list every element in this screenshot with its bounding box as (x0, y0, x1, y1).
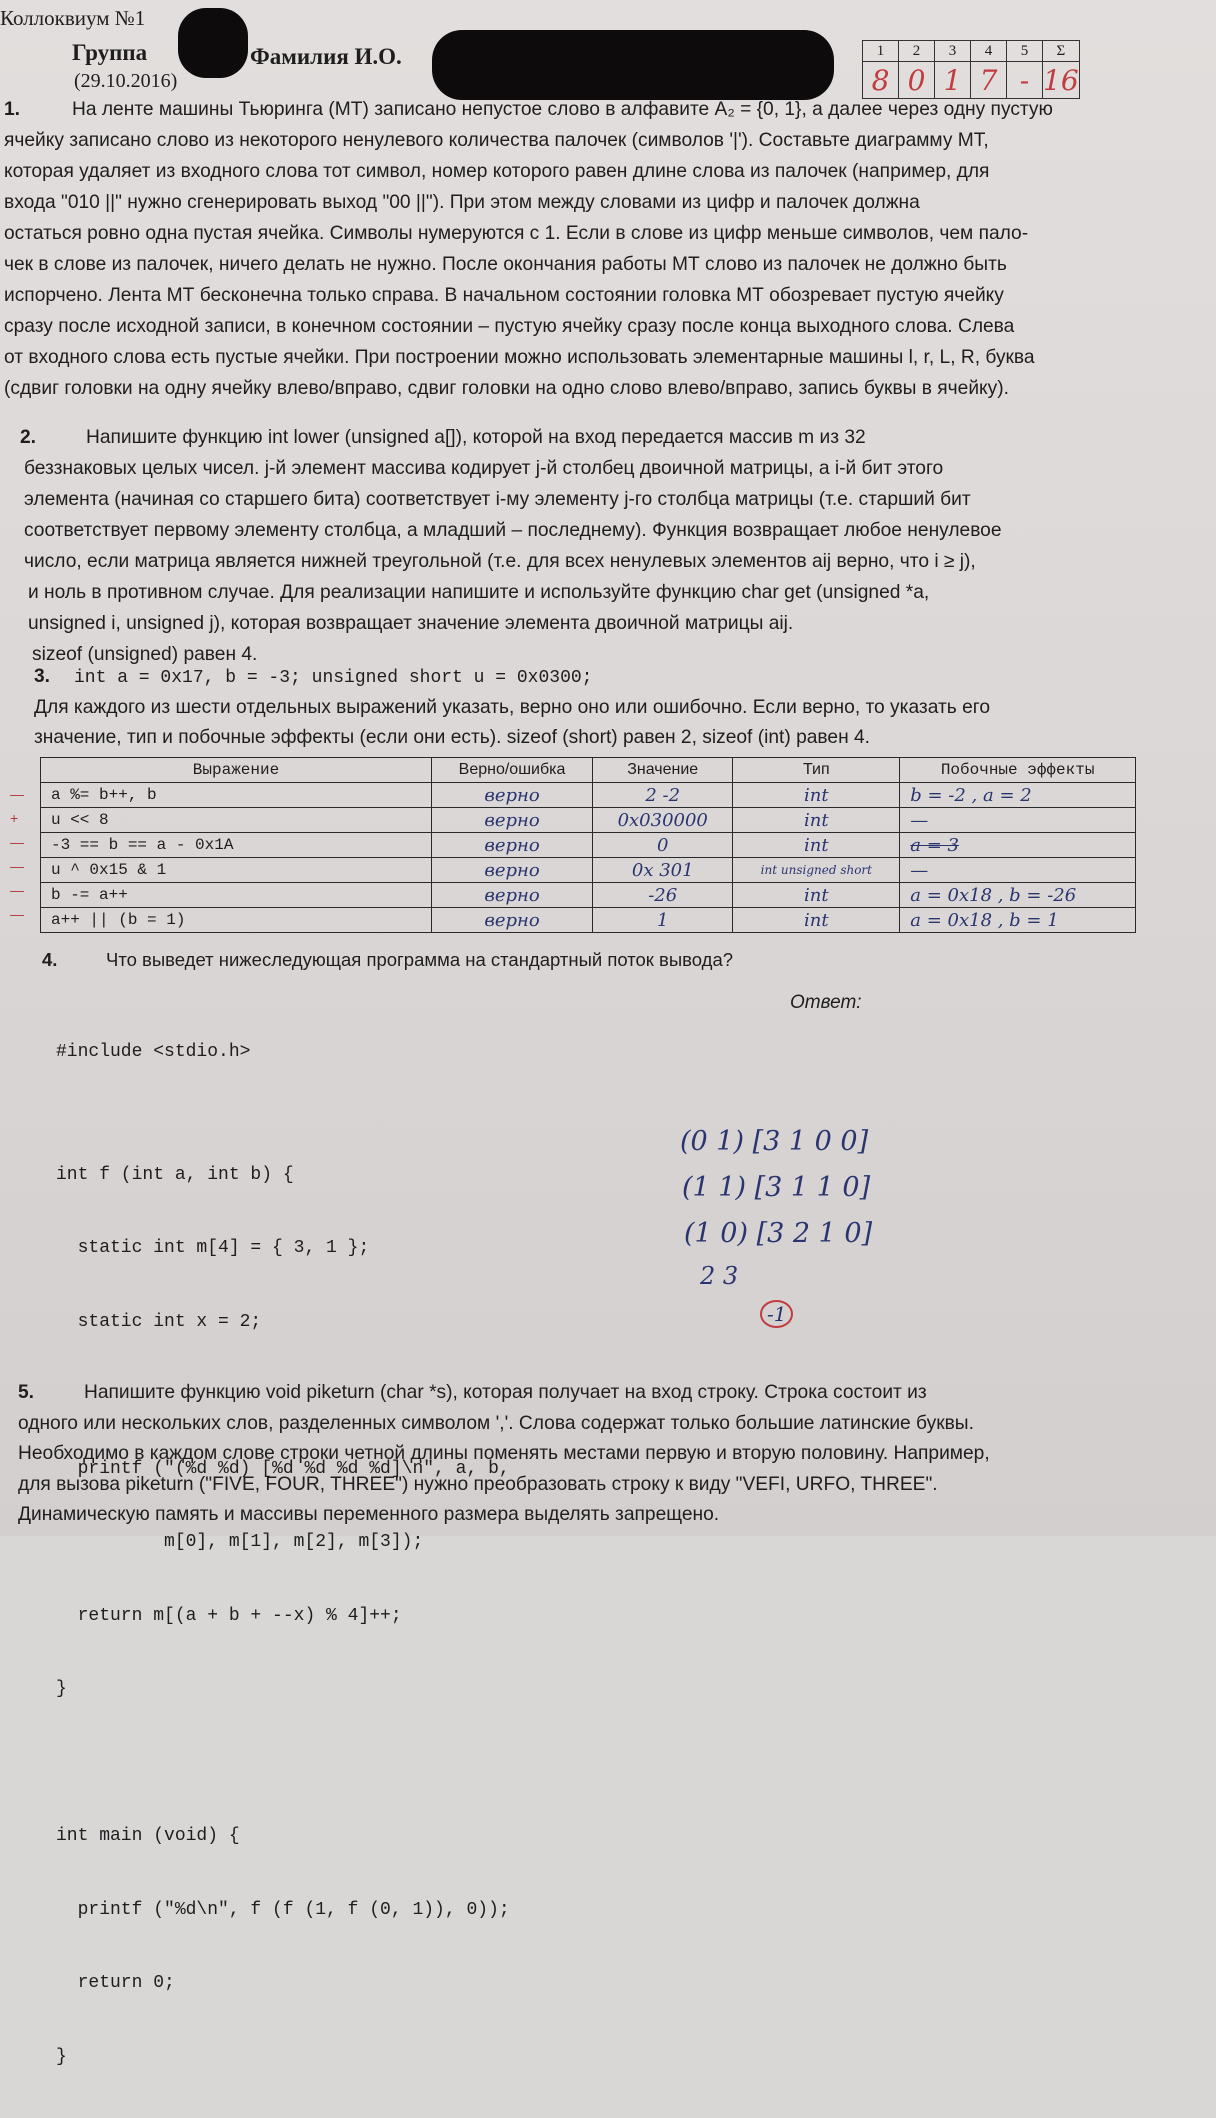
type-cell: int unsigned short (733, 858, 900, 883)
table-row (41, 858, 1136, 883)
margin-mark: — (10, 786, 24, 802)
code-line: int f (int a, int b) { (56, 1164, 294, 1185)
expression-cell: u << 8 (41, 808, 432, 833)
handwritten-output-line: (1 1) [3 1 1 0] (682, 1172, 871, 1203)
code-line: m[0], m[1], m[2], m[3]); (56, 1532, 424, 1552)
side-effects-cell: — (900, 858, 1136, 883)
fio-label: Фамилия И.О. (250, 44, 402, 69)
task-line: Напишите функцию void piketurn (char *s), которая получает на вход строку. Строка состоит из (84, 1382, 927, 1403)
code-line: static int x = 2; (56, 1311, 262, 1332)
task-line: чек в слове из палочек, ничего делать не нужно. После окончания работы МТ слово из палочек не должно быть (4, 254, 1007, 275)
type-cell: int (733, 883, 900, 908)
score-header: 3 (935, 41, 971, 62)
task-line: которая удаляет из входного слова тот символ, номер которого равен длине слова из палочек (например, для (4, 161, 990, 182)
redaction-blot-group (178, 8, 248, 78)
table-row (41, 833, 1136, 858)
colloquium-title: Коллоквиум №1 (0, 6, 146, 30)
type-cell: int (733, 833, 900, 858)
code-line: return 0; (56, 1973, 175, 1993)
score-value: 0 (899, 62, 935, 99)
value-cell: 1 (593, 908, 733, 933)
task-line: unsigned i, unsigned j), которая возвращает значение элемента двоичной матрицы aij. (28, 613, 794, 634)
task-line: Динамическую память и массивы переменного размера выделять запрещено. (18, 1504, 720, 1525)
task-line: ячейку записано слово из некоторого ненулевого количества палочек (символов '|'). Составьте диаграмму МТ, (4, 130, 989, 151)
col-header-expression: Выражение (41, 758, 432, 783)
value-cell: 2 -2 (593, 783, 733, 808)
type-cell: int (733, 783, 900, 808)
value-cell: 0x 301 (593, 858, 733, 883)
correct-cell: верно (432, 833, 593, 858)
score-value: 1 (935, 62, 971, 99)
col-header-type: Тип (733, 758, 900, 783)
task-line: остаться ровно одна пустая ячейка. Символы нумеруются с 1. Если в слове из цифр меньше символов, чем пало- (4, 223, 1029, 244)
task-line: беззнаковых целых чисел. j-й элемент массива кодирует j-й столбец двоичной матрицы, а i-й бит этого (24, 458, 944, 479)
score-header: 2 (899, 41, 935, 62)
score-value: - (1007, 62, 1043, 99)
value-cell: -26 (593, 883, 733, 908)
code-listing (56, 991, 510, 2118)
expression-cell: u ^ 0x15 & 1 (41, 858, 432, 883)
task-4-question (42, 944, 733, 975)
margin-mark: — (10, 858, 24, 874)
side-effects-cell: a = 0x18 , b = -26 (900, 883, 1136, 908)
side-effects-cell: a = 0x18 , b = 1 (900, 908, 1136, 933)
expressions-table (40, 757, 1136, 933)
score-table (862, 40, 1080, 99)
code-line: } (56, 1679, 67, 1699)
margin-mark: + (10, 810, 19, 826)
handwritten-penalty: -1 (760, 1300, 793, 1328)
task-5 (18, 1378, 990, 1531)
score-header: 5 (1007, 41, 1043, 62)
table-row (41, 808, 1136, 833)
handwritten-output-line: (0 1) [3 1 0 0] (680, 1126, 869, 1157)
task-line: Для каждого из шести отдельных выражений указать, верно оно или ошибочно. Если верно, то указать его (34, 697, 990, 718)
score-value: 16 (1043, 63, 1079, 97)
task-line: Необходимо в каждом слове строки четной длины поменять местами первую и вторую половину. Например, (18, 1443, 990, 1464)
expression-cell: -3 == b == a - 0x1A (41, 833, 432, 858)
task-line: от входного слова есть пустые ячейки. При построении можно использовать элементарные машины l, r, L, R, буква (4, 347, 1035, 368)
side-effects-cell: b = -2 , a = 2 (900, 783, 1136, 808)
answer-label: Ответ: (790, 992, 862, 1013)
code-line: printf ("(%d %d) [%d %d %d %d]\n", a, b, (56, 1458, 510, 1479)
table-row (41, 883, 1136, 908)
task-number: 3. (34, 666, 51, 687)
score-value: 7 (971, 62, 1007, 99)
task-line: входа "010 ||" нужно сгенерировать выход "00 ||"). При этом между словами из цифр и палочек должна (4, 192, 920, 213)
task-line: и ноль в противном случае. Для реализации напишите и используйте функцию char get (unsigned *a, (28, 582, 930, 603)
task-line: sizeof (unsigned) равен 4. (32, 644, 258, 665)
task-1 (4, 94, 1053, 404)
table-row (41, 783, 1136, 808)
expression-cell: a++ || (b = 1) (41, 908, 432, 933)
code-line: return m[(a + b + --x) % 4]++; (56, 1605, 402, 1626)
col-header-side-effects: Побочные эффекты (900, 758, 1136, 783)
handwritten-output-line: (1 0) [3 2 1 0] (684, 1218, 873, 1249)
group-label: Группа (72, 40, 148, 65)
code-line: static int m[4] = { 3, 1 }; (56, 1238, 370, 1258)
task-line: Напишите функцию int lower (unsigned a[]), которой на вход передается массив m из 32 (86, 427, 866, 448)
task-line: На ленте машины Тьюринга (МТ) записано непустое слово в алфавите A₂ = {0, 1}, а далее через одну пустую (72, 99, 1053, 120)
correct-cell: верно (432, 858, 593, 883)
correct-cell: верно (432, 808, 593, 833)
type-cell: int (733, 908, 900, 933)
margin-mark: — (10, 906, 24, 922)
task-number: 5. (18, 1382, 35, 1403)
expression-cell: a %= b++, b (41, 783, 432, 808)
task-number: 2. (20, 427, 37, 448)
code-line: printf ("%d\n", f (f (1, f (0, 1)), 0)); (56, 1899, 510, 1920)
type-cell: int (733, 808, 900, 833)
task-line: для вызова piketurn ("FIVE, FOUR, THREE") нужно преобразовать строку к виду "VEFI, URFO, THREE". (18, 1473, 938, 1495)
code-line: #include <stdio.h> (56, 1042, 251, 1062)
score-header: 1 (863, 41, 899, 62)
task-3 (34, 662, 990, 753)
score-header: Σ (1043, 41, 1080, 62)
col-header-correct: Верно/ошибка (432, 758, 593, 783)
table-row (41, 908, 1136, 933)
side-effects-cell: — (900, 808, 1136, 833)
correct-cell: верно (432, 883, 593, 908)
value-cell: 0x030000 (593, 808, 733, 833)
handwritten-answer: 2 3 (700, 1262, 739, 1290)
redaction-blot-name (432, 30, 834, 100)
value-cell: 0 (593, 833, 733, 858)
task-line: (сдвиг головки на одну ячейку влево/вправо, сдвиг головки на одно слово влево/вправо, запись буквы в ячейку). (4, 378, 1009, 399)
task-number: 4. (42, 949, 58, 970)
task-line: значение, тип и побочные эффекты (если они есть). sizeof (short) равен 2, sizeof (int) равен 4. (34, 727, 871, 748)
correct-cell: верно (432, 908, 593, 933)
task-line: соответствует первому элементу столбца, а младший – последнему). Функция возвращает любое ненулевое (24, 520, 1002, 541)
task-line: одного или нескольких слов, разделенных символом ','. Слова содержат только большие латинские буквы. (18, 1412, 974, 1434)
side-effects-cell: a = 3 (900, 833, 1136, 858)
exam-date: (29.10.2016) (74, 70, 178, 92)
correct-cell: верно (432, 783, 593, 808)
col-header-value: Значение (593, 758, 733, 783)
task-3-declaration: int a = 0x17, b = -3; unsigned short u = 0x0300; (74, 668, 593, 688)
task-number: 1. (4, 99, 21, 120)
score-header: 4 (971, 41, 1007, 62)
task-line: число, если матрица является нижней треугольной (т.е. для всех ненулевых элементов aij верно, что i ≥ j), (24, 551, 976, 572)
task-line: Что выведет нижеследующая программа на стандартный поток вывода? (106, 949, 734, 970)
task-line: сразу после исходной записи, в конечном состоянии – пустую ячейку сразу после конца выходного слова. Слева (4, 316, 1015, 337)
margin-mark: — (10, 882, 24, 898)
task-line: испорчено. Лента МТ бесконечна только справа. В начальном состоянии головка МТ обозревает пустую ячейку (4, 285, 1004, 306)
code-line: } (56, 2046, 67, 2067)
task-line: элемента (начиная со старшего бита) соответствует i-му элементу j-го столбца матрицы (т.е. старший бит (24, 489, 971, 510)
margin-mark: — (10, 834, 24, 850)
code-line: int main (void) { (56, 1826, 240, 1846)
score-value: 8 (863, 62, 899, 99)
task-2 (20, 422, 1002, 670)
expression-cell: b -= a++ (41, 883, 432, 908)
code-line (56, 1751, 510, 1776)
